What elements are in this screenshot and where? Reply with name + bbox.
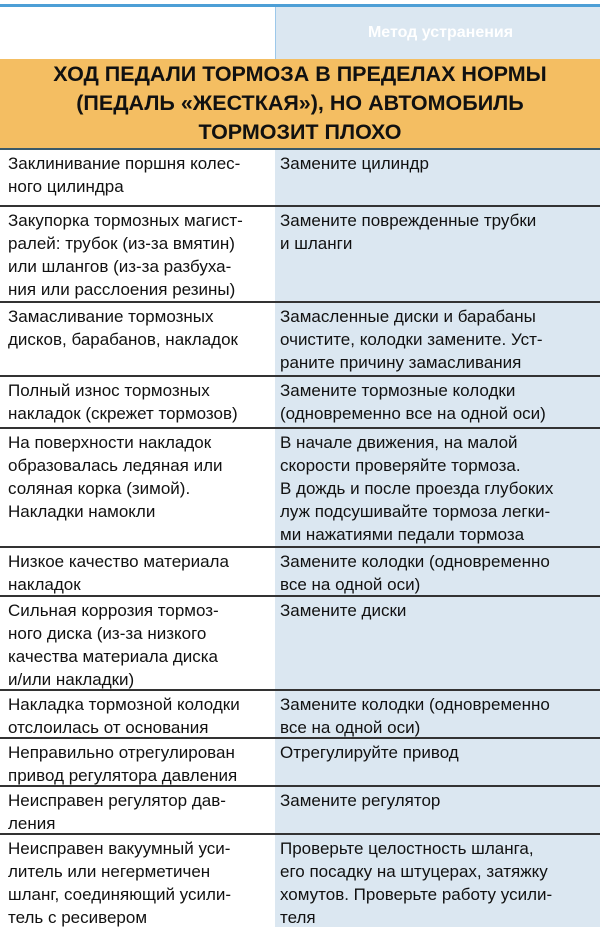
cause-cell: Низкое качество материала накладок [0, 548, 275, 595]
cause-cell: Полный износ тормозных накладок (скрежет тормозов) [0, 377, 275, 427]
cause-cell: Заклинивание поршня колес- ного цилиндра [0, 150, 275, 205]
fix-cell: Замените регулятор [275, 787, 600, 833]
fix-cell: Замените колодки (одновременно все на одной оси) [275, 691, 600, 737]
cause-cell: Неисправен вакуумный уси- литель или негерметичен шланг, соединяющий усили- тель с ресивером [0, 835, 275, 927]
fix-cell: Замените поврежденные трубки и шланги [275, 207, 600, 301]
cause-cell: Неправильно отрегулирован привод регулятора давления [0, 739, 275, 785]
table-row [0, 597, 600, 691]
fix-cell: Замените диски [275, 597, 600, 689]
section-title: ХОД ПЕДАЛИ ТОРМОЗА В ПРЕДЕЛАХ НОРМЫ (ПЕДАЛЬ «ЖЕСТКАЯ»), НО АВТОМОБИЛЬ ТОРМОЗИТ ПЛОХО [0, 59, 600, 150]
cause-cell: Неисправен регулятор дав- ления [0, 787, 275, 833]
fix-cell: В начале движения, на малой скорости проверяйте тормоза. В дождь и после проезда глубоких луж подсушивайте тормоза легки- ми нажатиями педали тормоза [275, 429, 600, 546]
cause-cell: Накладка тормозной колодки отслоилась от основания [0, 691, 275, 737]
table-row [0, 377, 600, 429]
table-row [0, 787, 600, 835]
table-header [0, 4, 600, 59]
fix-cell: Замените цилиндр [275, 150, 600, 205]
table-row [0, 691, 600, 739]
table-row [0, 739, 600, 787]
table-row [0, 303, 600, 377]
header-cause: Причина неисправности [0, 7, 276, 59]
cause-cell: Замасливание тормозных дисков, барабанов, накладок [0, 303, 275, 375]
fix-cell: Замасленные диски и барабаны очистите, колодки замените. Уст- раните причину замасливания [275, 303, 600, 375]
cause-cell: Закупорка тормозных магист- ралей: трубок (из-за вмятин) или шлангов (из-за разбуха- ния или расслоения резины) [0, 207, 275, 301]
cause-cell: Сильная коррозия тормоз- ного диска (из-за низкого качества материала диска и/или накладки) [0, 597, 275, 689]
table-row [0, 548, 600, 597]
cause-cell: На поверхности накладок образовалась ледяная или соляная корка (зимой). Накладки намокли [0, 429, 275, 546]
fix-cell: Отрегулируйте привод [275, 739, 600, 785]
fix-cell: Замените колодки (одновременно все на одной оси) [275, 548, 600, 595]
fix-cell: Замените тормозные колодки (одновременно все на одной оси) [275, 377, 600, 427]
troubleshooting-table [0, 4, 600, 927]
table-row [0, 150, 600, 207]
table-row [0, 835, 600, 927]
header-fix: Метод устранения [276, 7, 600, 59]
fix-cell: Проверьте целостность шланга, его посадку на штуцерах, затяжку хомутов. Проверьте работу усили- теля [275, 835, 600, 927]
table-row [0, 429, 600, 548]
table-row [0, 207, 600, 303]
